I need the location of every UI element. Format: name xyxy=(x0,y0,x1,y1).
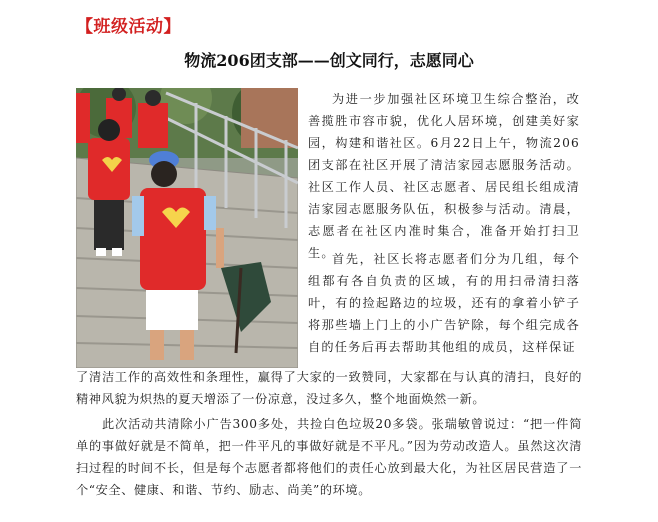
article-headline: 物流206团支部——创文同行，志愿同心 xyxy=(184,51,474,70)
paragraph-intro: 为进一步加强社区环境卫生综合整治，改善揽胜市容市貌，优化人居环境，创建美好家园，构建和谐社区。6月22日上午，物流206团支部在社区开展了清洁家园志愿服务活动。社区工作人员、社区志愿者、居民组长组成清洁家园志愿服务队伍，积极参与活动。清晨，志愿者在社区内准时集合，准备开始打扫卫生。 xyxy=(308,92,580,260)
volunteer-photo xyxy=(76,88,298,368)
paragraph-groups: 首先，社区长将志愿者们分为几组，每个组都有各自负责的区域，有的用扫帚清扫落叶，有的捡起路边的垃圾，还有的拿着小铲子将那些墙上门上的小广告铲除，每个组完成各自的任务后再去帮助其他组的成员，这样保证 xyxy=(308,252,580,354)
paragraph-summary: 此次活动共清除小广告300多处，共捡白色垃圾20多袋。张瑞敏曾说过：“把一件简单的事做好就是不简单，把一件平凡的事做好就是不平凡。”因为劳动改造人。虽然这次清扫过程的时间不长，但是每个志愿者都将他们的责任心放到最大化，为社区居民营造了一个“安全、健康、和谐、节约、励志、尚美”的环境。 xyxy=(76,417,582,497)
section-tag: 【班级活动】 xyxy=(76,17,181,37)
paragraph-groups-continued: 了清洁工作的高效性和条理性，赢得了大家的一致赞同，大家都在与认真的清扫，良好的精神风貌为炽热的夏天增添了一份凉意，没过多久，整个地面焕然一新。 xyxy=(76,370,582,406)
